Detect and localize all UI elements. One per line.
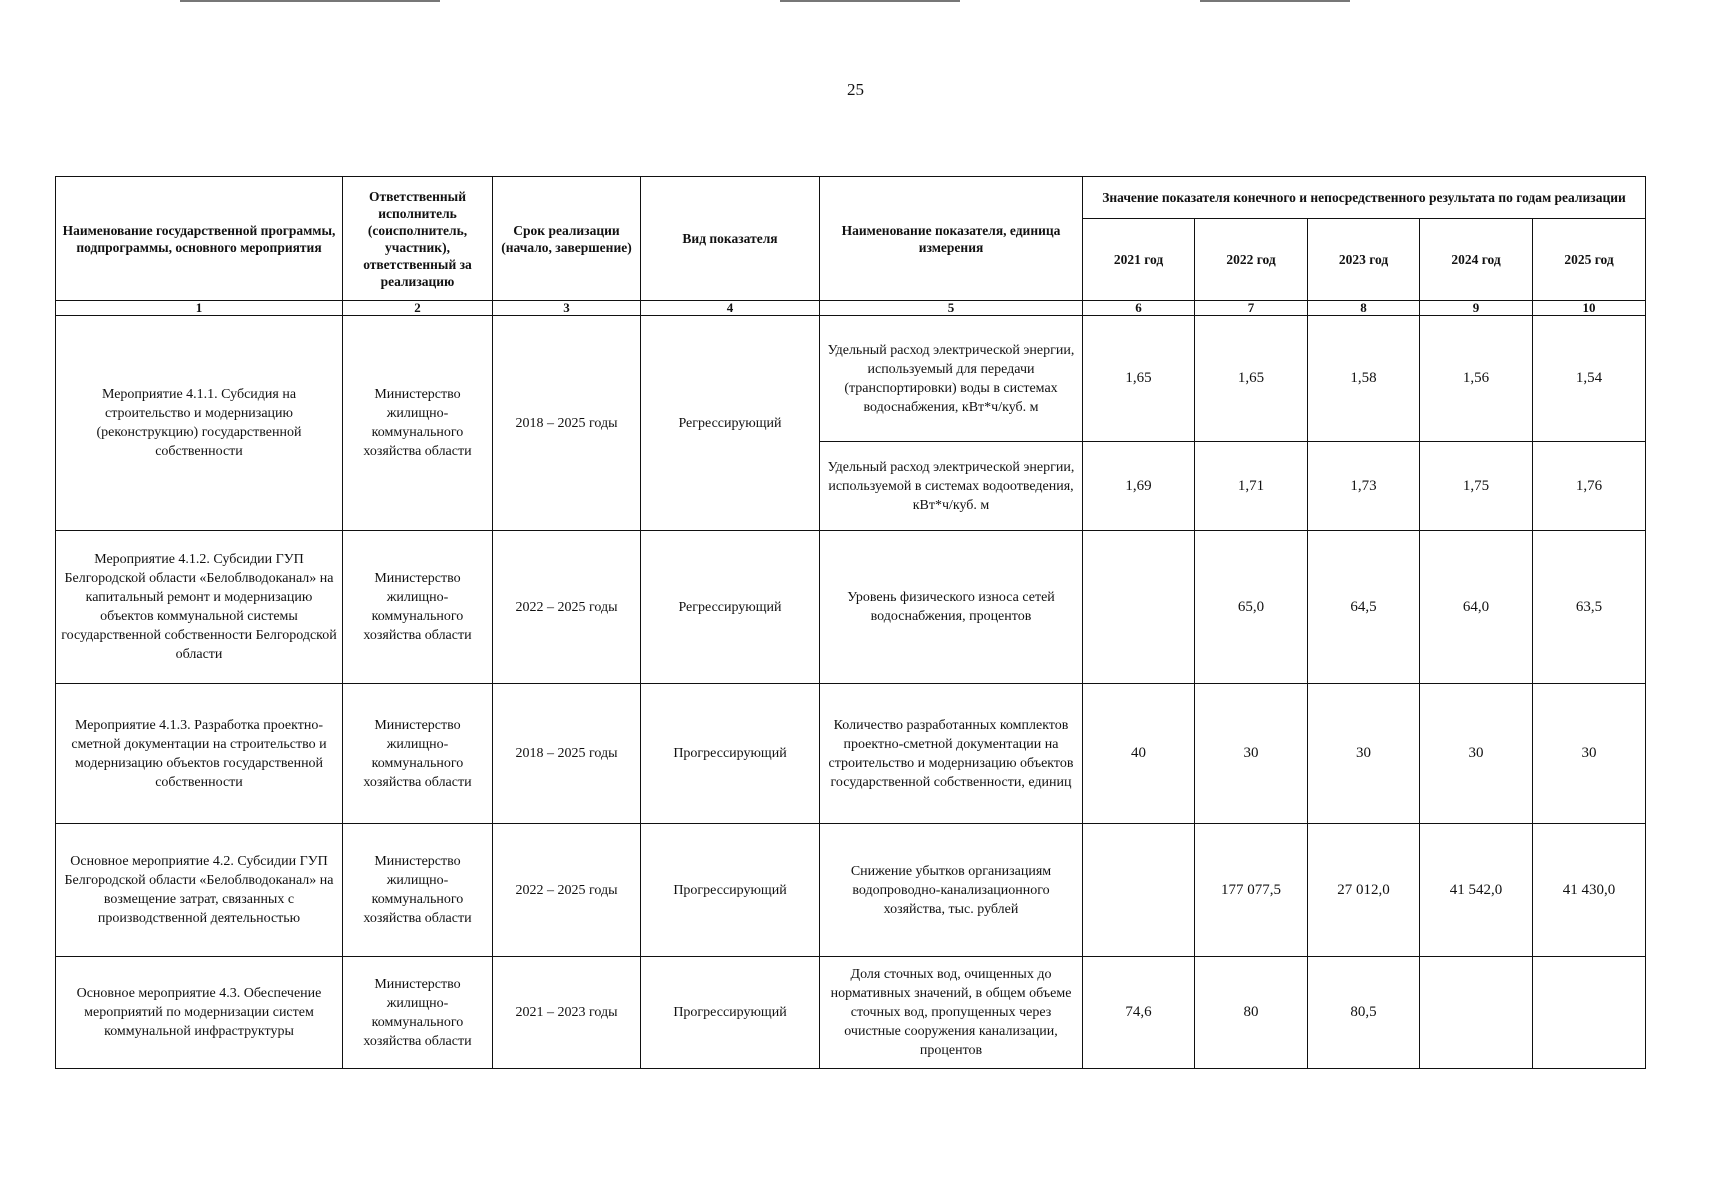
responsible-executor: Министерство жилищно-коммунального хозяйства области bbox=[343, 957, 493, 1069]
indicator-name: Доля сточных вод, очищенных до нормативных значений, в общем объеме сточных вод, пропущенных через очистные сооружения канализации, процентов bbox=[820, 957, 1083, 1069]
value-2023: 64,5 bbox=[1308, 531, 1420, 684]
header-values-group: Значение показателя конечного и непосредственного результата по годам реализации bbox=[1083, 177, 1646, 219]
header-indicator-name: Наименование показателя, единица измерения bbox=[820, 177, 1083, 301]
implementation-period: 2018 – 2025 годы bbox=[493, 684, 641, 824]
value-2022: 30 bbox=[1195, 684, 1308, 824]
measure-name: Мероприятие 4.1.1. Субсидия на строительство и модернизацию (реконструкцию) государственной собственности bbox=[56, 316, 343, 531]
column-number: 3 bbox=[493, 301, 641, 316]
header-year: 2021 год bbox=[1083, 219, 1195, 301]
indicator-name: Количество разработанных комплектов проектно-сметной документации на строительство и модернизацию объектов государственной собственности, единиц bbox=[820, 684, 1083, 824]
value-2022: 177 077,5 bbox=[1195, 824, 1308, 957]
table-row bbox=[56, 316, 1646, 442]
value-2023: 27 012,0 bbox=[1308, 824, 1420, 957]
column-number: 5 bbox=[820, 301, 1083, 316]
value-2021: 40 bbox=[1083, 684, 1195, 824]
value-2021: 1,69 bbox=[1083, 442, 1195, 531]
indicator-name: Удельный расход электрической энергии, используемый для передачи (транспортировки) воды в системах водоснабжения, кВт*ч/куб. м bbox=[820, 316, 1083, 442]
implementation-period: 2021 – 2023 годы bbox=[493, 957, 641, 1069]
responsible-executor: Министерство жилищно-коммунального хозяйства области bbox=[343, 824, 493, 957]
value-2025 bbox=[1533, 957, 1646, 1069]
value-2022: 65,0 bbox=[1195, 531, 1308, 684]
value-2023: 1,73 bbox=[1308, 442, 1420, 531]
value-2025: 63,5 bbox=[1533, 531, 1646, 684]
value-2021: 1,65 bbox=[1083, 316, 1195, 442]
header-year: 2025 год bbox=[1533, 219, 1646, 301]
value-2023: 80,5 bbox=[1308, 957, 1420, 1069]
table-row bbox=[56, 531, 1646, 684]
measure-name: Основное мероприятие 4.2. Субсидии ГУП Белгородской области «Белоблводоканал» на возмещение затрат, связанных с производственной деятельностью bbox=[56, 824, 343, 957]
column-number: 6 bbox=[1083, 301, 1195, 316]
value-2023: 30 bbox=[1308, 684, 1420, 824]
measure-name: Мероприятие 4.1.2. Субсидии ГУП Белгородской области «Белоблводоканал» на капитальный ремонт и модернизацию объектов коммунальной системы государственной собственности Белгородской области bbox=[56, 531, 343, 684]
value-2024: 1,75 bbox=[1420, 442, 1533, 531]
indicator-name: Уровень физического износа сетей водоснабжения, процентов bbox=[820, 531, 1083, 684]
scan-edge-line-2 bbox=[780, 0, 960, 2]
column-number: 2 bbox=[343, 301, 493, 316]
responsible-executor: Министерство жилищно-коммунального хозяйства области bbox=[343, 531, 493, 684]
measure-name: Мероприятие 4.1.3. Разработка проектно-сметной документации на строительство и модернизацию объектов государственной собственности bbox=[56, 684, 343, 824]
column-number: 1 bbox=[56, 301, 343, 316]
scan-edge-line-1 bbox=[180, 0, 440, 2]
value-2024: 41 542,0 bbox=[1420, 824, 1533, 957]
table-row bbox=[56, 684, 1646, 824]
value-2025: 1,54 bbox=[1533, 316, 1646, 442]
value-2024 bbox=[1420, 957, 1533, 1069]
implementation-period: 2022 – 2025 годы bbox=[493, 824, 641, 957]
column-number: 10 bbox=[1533, 301, 1646, 316]
indicator-type: Регрессирующий bbox=[641, 316, 820, 531]
value-2022: 1,65 bbox=[1195, 316, 1308, 442]
value-2025: 30 bbox=[1533, 684, 1646, 824]
indicator-name: Удельный расход электрической энергии, используемой в системах водоотведения, кВт*ч/куб. м bbox=[820, 442, 1083, 531]
column-number: 8 bbox=[1308, 301, 1420, 316]
value-2022: 80 bbox=[1195, 957, 1308, 1069]
header-year: 2023 год bbox=[1308, 219, 1420, 301]
value-2024: 1,56 bbox=[1420, 316, 1533, 442]
value-2024: 30 bbox=[1420, 684, 1533, 824]
column-number: 4 bbox=[641, 301, 820, 316]
measure-name: Основное мероприятие 4.3. Обеспечение мероприятий по модернизации систем коммунальной инфраструктуры bbox=[56, 957, 343, 1069]
value-2023: 1,58 bbox=[1308, 316, 1420, 442]
column-number: 9 bbox=[1420, 301, 1533, 316]
table-row bbox=[56, 824, 1646, 957]
implementation-period: 2018 – 2025 годы bbox=[493, 316, 641, 531]
indicator-type: Регрессирующий bbox=[641, 531, 820, 684]
header-program-name: Наименование государственной программы, подпрограммы, основного мероприятия bbox=[56, 177, 343, 301]
header-year: 2022 год bbox=[1195, 219, 1308, 301]
implementation-period: 2022 – 2025 годы bbox=[493, 531, 641, 684]
header-responsible: Ответственный исполнитель (соисполнитель, участник), ответственный за реализацию bbox=[343, 177, 493, 301]
header-indicator-type: Вид показателя bbox=[641, 177, 820, 301]
value-2022: 1,71 bbox=[1195, 442, 1308, 531]
column-number: 7 bbox=[1195, 301, 1308, 316]
header-year: 2024 год bbox=[1420, 219, 1533, 301]
value-2024: 64,0 bbox=[1420, 531, 1533, 684]
value-2021 bbox=[1083, 824, 1195, 957]
table-row bbox=[56, 957, 1646, 1069]
page-number: 25 bbox=[847, 80, 864, 99]
value-2021: 74,6 bbox=[1083, 957, 1195, 1069]
value-2021 bbox=[1083, 531, 1195, 684]
value-2025: 1,76 bbox=[1533, 442, 1646, 531]
indicator-type: Прогрессирующий bbox=[641, 684, 820, 824]
scan-edge-line-3 bbox=[1200, 0, 1350, 2]
header-period: Срок реализации (начало, завершение) bbox=[493, 177, 641, 301]
responsible-executor: Министерство жилищно-коммунального хозяйства области bbox=[343, 316, 493, 531]
indicator-type: Прогрессирующий bbox=[641, 957, 820, 1069]
responsible-executor: Министерство жилищно-коммунального хозяйства области bbox=[343, 684, 493, 824]
value-2025: 41 430,0 bbox=[1533, 824, 1646, 957]
indicators-table bbox=[55, 176, 1646, 1069]
indicator-type: Прогрессирующий bbox=[641, 824, 820, 957]
indicator-name: Снижение убытков организациям водопроводно-канализационного хозяйства, тыс. рублей bbox=[820, 824, 1083, 957]
